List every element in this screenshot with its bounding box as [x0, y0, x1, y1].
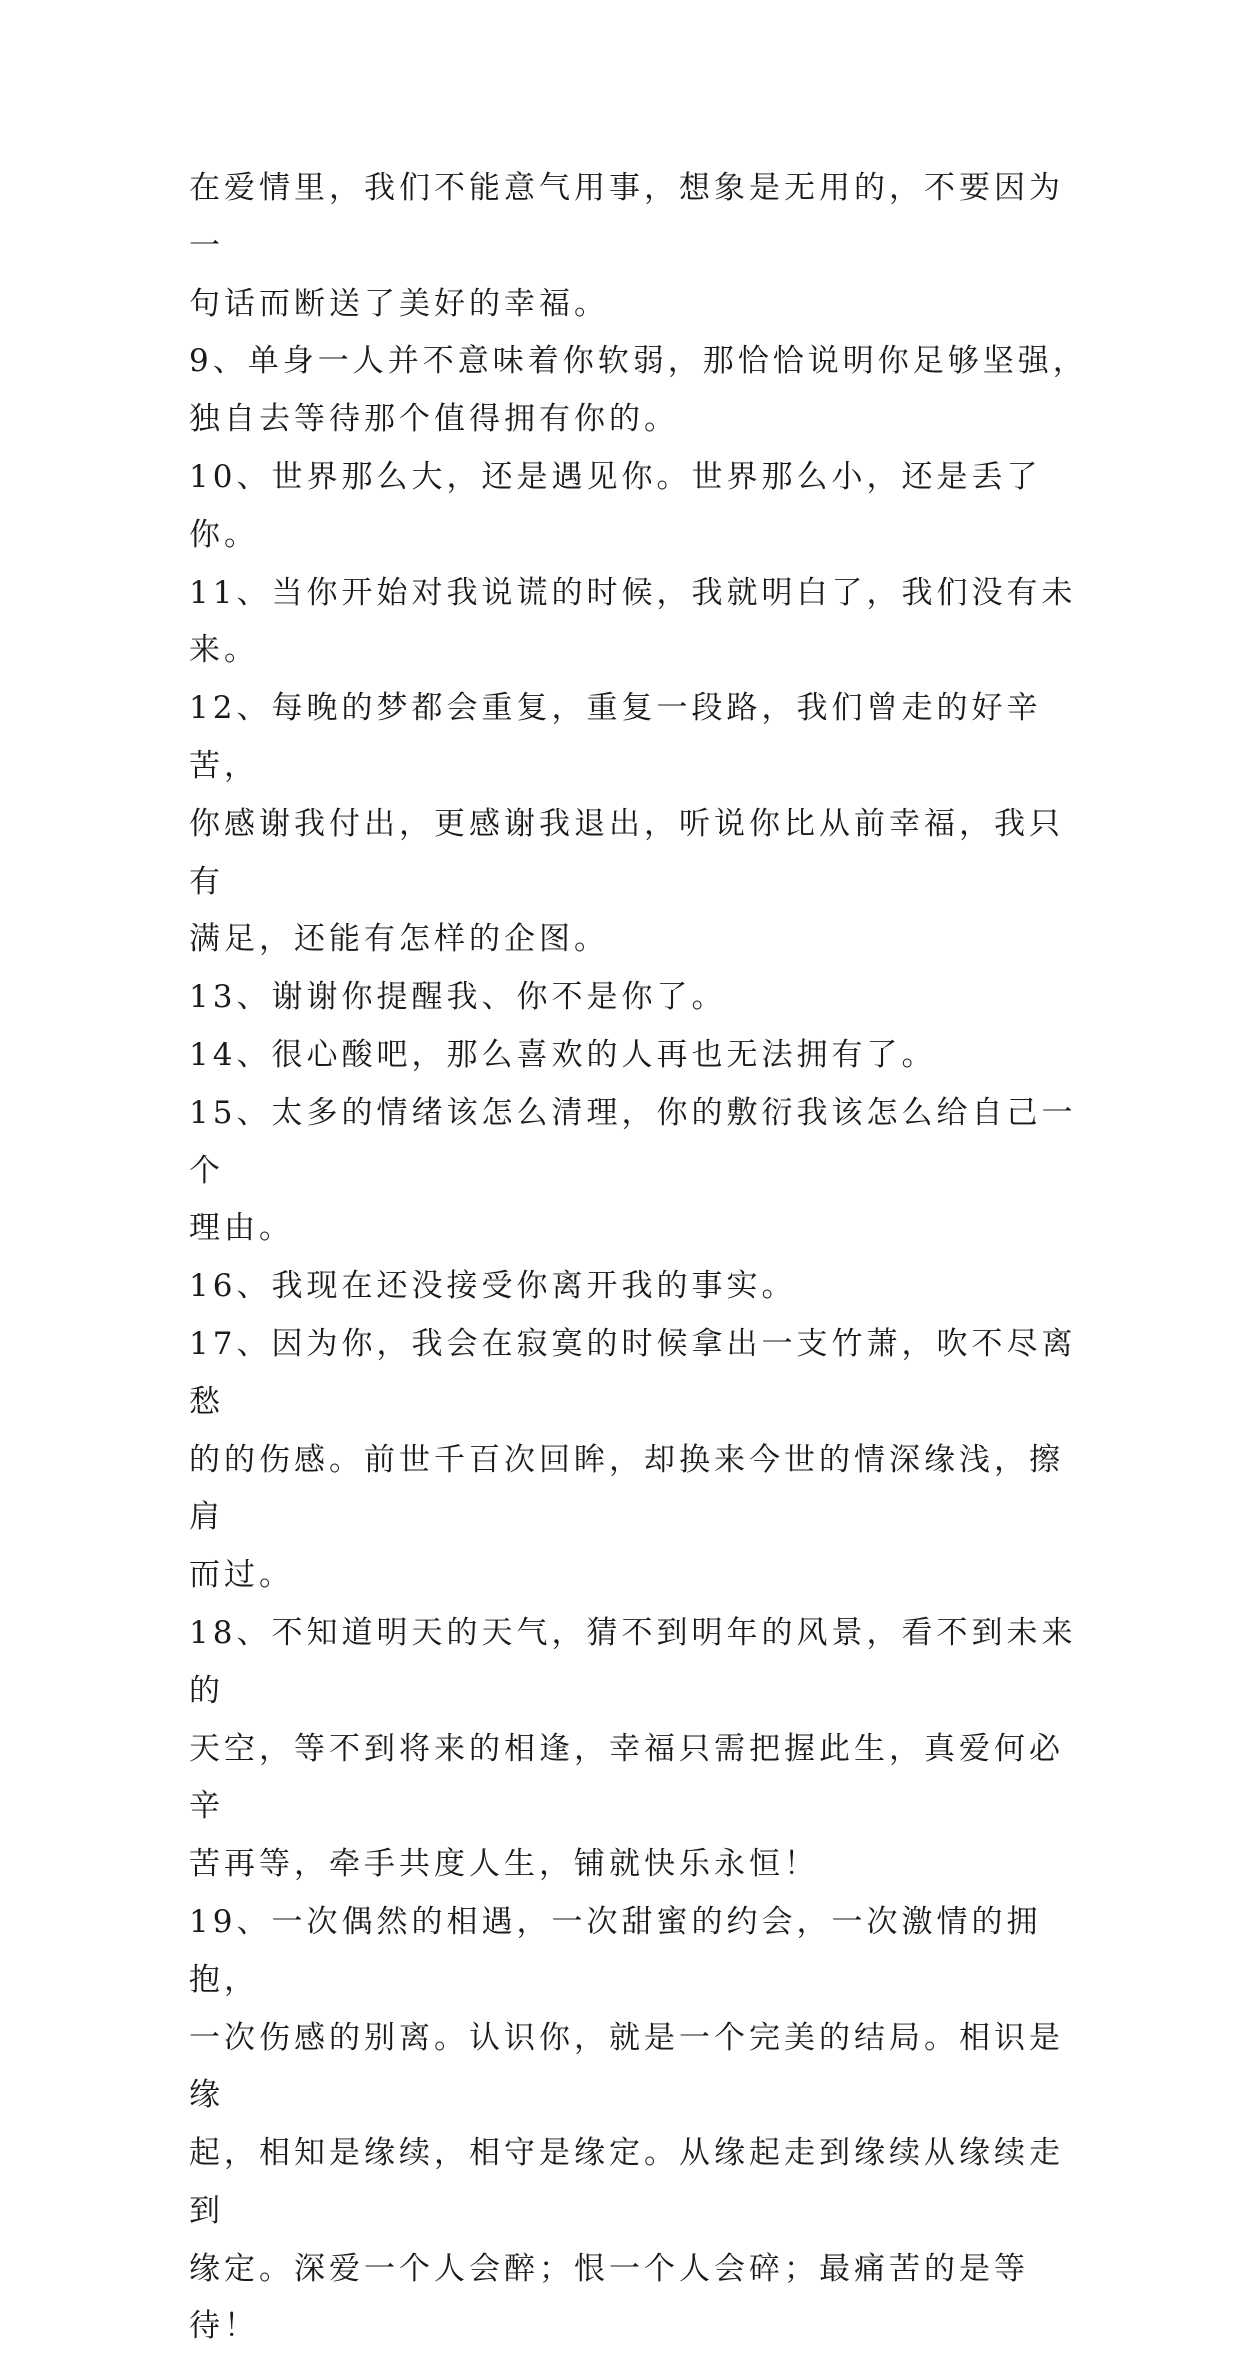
paragraph-item-16: 16、我现在还没接受你离开我的事实。 — [189, 1268, 797, 1305]
paragraph-intro: 在爱情里，我们不能意气用事，想象是无用的，不要因为一 句话而断送了美好的幸福。 — [189, 170, 1064, 322]
paragraph-item-9: 9、单身一人并不意味着你软弱，那恰恰说明你足够坚强， 独自去等待那个值得拥有你的。 — [189, 343, 1088, 438]
paragraph-item-10: 10、世界那么大，还是遇见你。世界那么小，还是丢了你。 — [189, 458, 1042, 553]
paragraph-item-11: 11、当你开始对我说谎的时候，我就明白了，我们没有未来。 — [189, 574, 1077, 669]
paragraph-item-13: 13、谢谢你提醒我、你不是你了。 — [189, 979, 727, 1016]
paragraph-item-12: 12、每晚的梦都会重复，重复一段路，我们曾走的好辛苦， 你感谢我付出，更感谢我退出，听说你比从前幸福，我只有 满足，还能有怎样的企图。 — [189, 690, 1064, 958]
paragraph-item-15: 15、太多的情绪该怎么清理，你的敷衍我该怎么给自己一个 理由。 — [189, 1094, 1077, 1247]
paragraph-item-17: 17、因为你，我会在寂寞的时候拿出一支竹萧，吹不尽离愁 的的伤感。前世千百次回眸，却换来今世的情深缘浅，擦肩 而过。 — [189, 1325, 1077, 1594]
paragraph-item-14: 14、很心酸吧，那么喜欢的人再也无法拥有了。 — [189, 1036, 937, 1073]
paragraph-item-18: 18、不知道明天的天气，猜不到明年的风景，看不到未来的 天空，等不到将来的相逢，幸福只需把握此生，真爱何必辛 苦再等，牵手共度人生，铺就快乐永恒！ — [189, 1614, 1077, 1883]
document-body — [189, 160, 1089, 2356]
paragraph-item-19: 19、一次偶然的相遇，一次甜蜜的约会，一次激情的拥抱， 一次伤感的别离。认识你，就是一个完美的结局。相识是缘 起，相知是缘续，相守是缘定。从缘起走到缘续从缘续走到 缘定。深爱一个人会醉；恨一个人会碎；最痛苦的是等待！ — [189, 1903, 1064, 2345]
